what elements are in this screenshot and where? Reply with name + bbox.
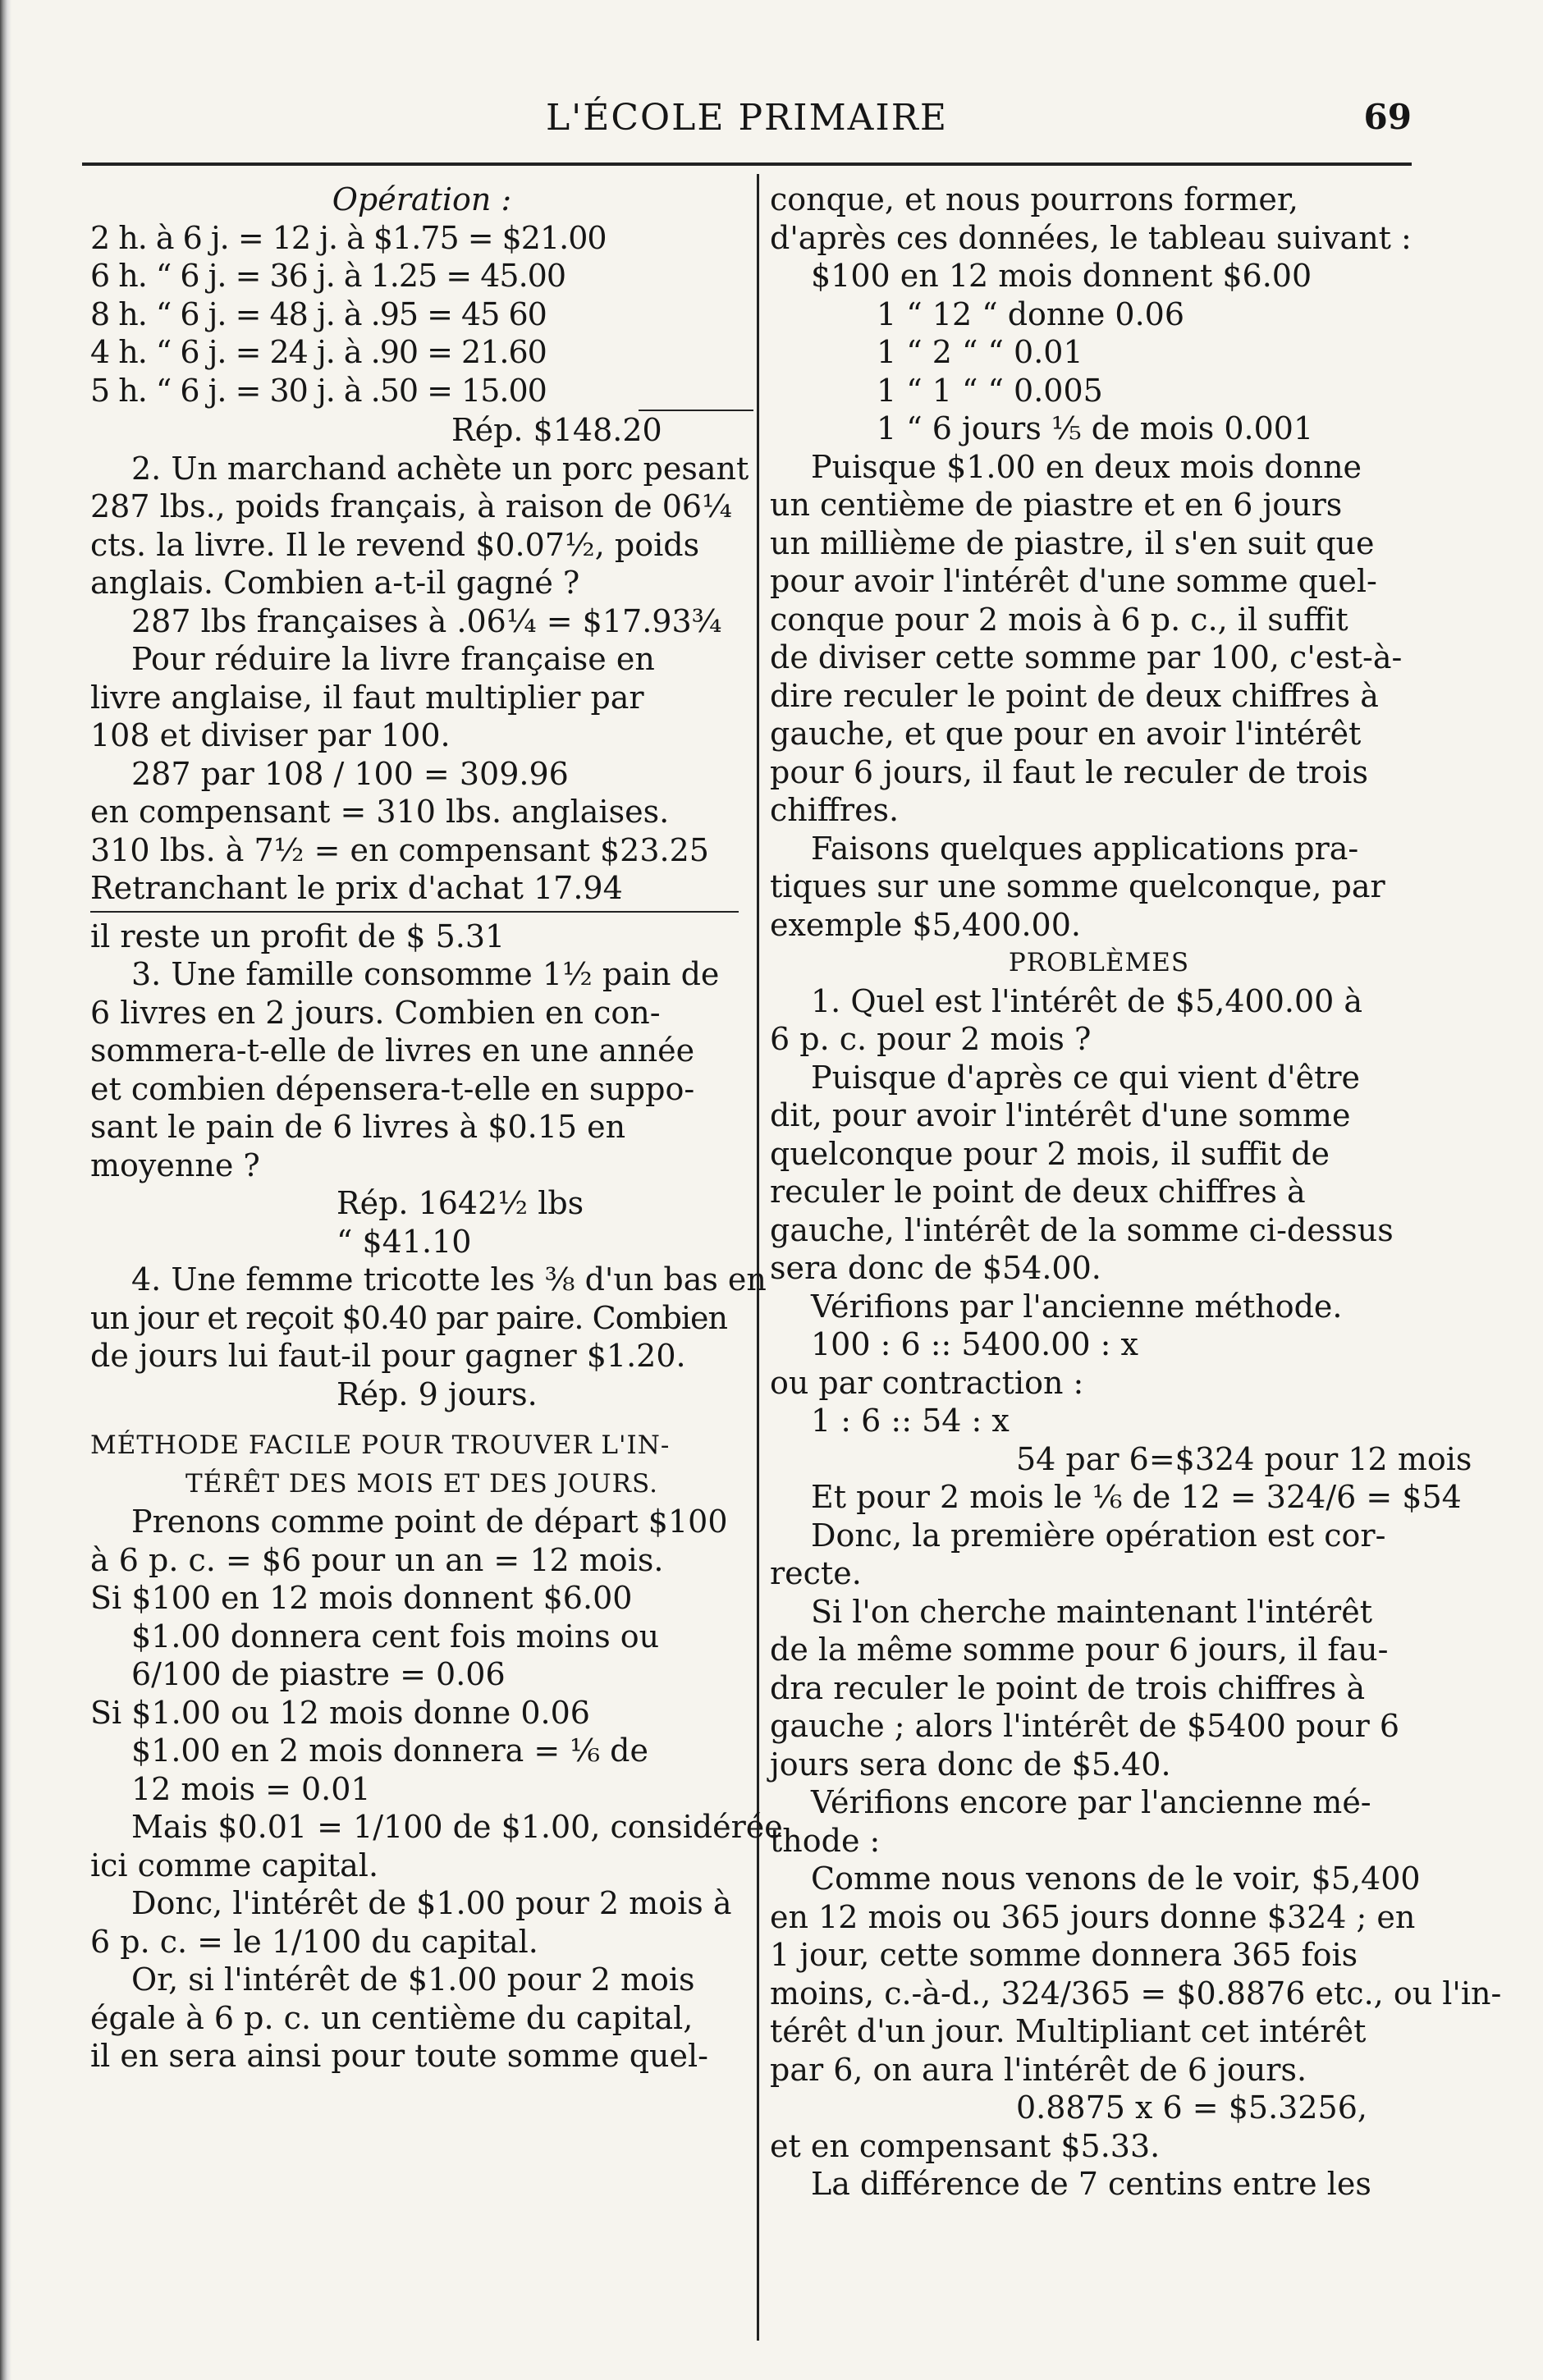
calc-line: Retranchant le prix d'achat 17.94: [90, 870, 623, 906]
calc-line: 5 h. “ 6 j. = 30 j. à .50 = 15.00: [90, 372, 547, 409]
text-line: tiques sur une somme quelconque, par: [770, 868, 1385, 904]
text-line: livre anglaise, il faut multiplier par: [90, 679, 644, 716]
text-line: Or, si l'intérêt de $1.00 pour 2 mois: [131, 1961, 695, 1998]
text-line: de la même somme pour 6 jours, il fau-: [770, 1632, 1389, 1668]
text-line: anglais. Combien a-t-il gagné ?: [90, 565, 580, 601]
text-line: gauche, l'intérêt de la somme ci-dessus: [770, 1211, 1394, 1248]
text-line: reculer le point de deux chiffres à: [770, 1174, 1306, 1210]
text-line: 287 lbs., poids français, à raison de 06¼: [90, 488, 732, 524]
text-line: $1.00 en 2 mois donnera = ⅙ de: [131, 1732, 648, 1769]
answer-line: Rép. 1642½ lbs: [337, 1185, 584, 1221]
text-line: 4. Une femme tricotte les ⅜ d'un bas en: [131, 1261, 767, 1298]
text-line: il en sera ainsi pour toute somme quel-: [90, 2038, 709, 2074]
text-line: ou par contraction :: [770, 1364, 1084, 1401]
text-line: 1 jour, cette somme donnera 365 fois: [770, 1937, 1358, 1973]
text-line: exemple $5,400.00.: [770, 906, 1081, 943]
fraction-line: 6/100 de piastre = 0.06: [131, 1656, 506, 1692]
interest-table-row: 1 “ 6 jours ⅕ de mois 0.001: [877, 410, 1314, 446]
scan-edge-shadow: [0, 0, 11, 2380]
subtotal-rule: [90, 911, 739, 913]
fraction-line: 287 par 108 / 100 = 309.96: [131, 755, 569, 792]
section-heading: MÉTHODE FACILE POUR TROUVER L'IN-: [90, 1430, 671, 1460]
calc-line: et en compensant $5.33.: [770, 2127, 1161, 2164]
text-line: cts. la livre. Il le revend $0.07½, poids: [90, 526, 700, 563]
text-line: 108 et diviser par 100.: [90, 717, 451, 753]
text-line: Vérifions encore par l'ancienne mé-: [811, 1784, 1371, 1820]
fraction-line: moins, c.-à-d., 324/365 = $0.8876 etc., ou l'in-: [770, 1975, 1502, 2012]
proportion-line: 100 : 6 :: 5400.00 : x: [811, 1326, 1138, 1362]
calc-line: 8 h. “ 6 j. = 48 j. à .95 = 45 60: [90, 295, 547, 332]
text-line: de diviser cette somme par 100, c'est-à-: [770, 639, 1403, 675]
text-line: sant le pain de 6 livres à $0.15 en: [90, 1109, 626, 1145]
text-line: de jours lui faut-il pour gagner $1.20.: [90, 1338, 686, 1374]
problems-heading: PROBLÈMES: [1008, 948, 1190, 977]
calc-line: 54 par 6=$324 pour 12 mois: [1016, 1440, 1472, 1477]
interest-table-row: 1 “ 12 “ donne 0.06: [877, 295, 1185, 332]
text-line: par 6, on aura l'intérêt de 6 jours.: [770, 2051, 1307, 2088]
result-line: il reste un profit de $ 5.31: [90, 918, 506, 954]
text-line: dra reculer le point de trois chiffres à: [770, 1669, 1366, 1706]
fraction-line: Mais $0.01 = 1/100 de $1.00, considérée: [131, 1809, 783, 1845]
text-line: un jour et reçoit $0.40 par paire. Combien: [90, 1299, 728, 1336]
text-line: Si $100 en 12 mois donnent $6.00: [90, 1580, 633, 1616]
text-line: 3. Une famille consomme 1½ pain de: [131, 956, 720, 992]
interest-table-row: $100 en 12 mois donnent $6.00: [811, 258, 1312, 294]
text-line: Donc, la première opération est cor-: [811, 1517, 1386, 1554]
text-line: ici comme capital.: [90, 1847, 379, 1883]
proportion-line: 1 : 6 :: 54 : x: [811, 1403, 1010, 1439]
text-line: La différence de 7 centins entre les: [811, 2166, 1371, 2202]
left-column: [90, 181, 783, 2076]
text-line: en 12 mois ou 365 jours donne $324 ; en: [770, 1898, 1416, 1935]
answer-line: “ $41.10: [337, 1223, 472, 1260]
text-line: moyenne ?: [90, 1147, 260, 1183]
right-column: [770, 181, 1502, 2204]
interest-table-row: 1 “ 2 “ “ 0.01: [877, 334, 1083, 370]
text-line: Donc, l'intérêt de $1.00 pour 2 mois à: [131, 1885, 732, 1921]
text-line: Vérifions par l'ancienne méthode.: [811, 1288, 1343, 1325]
text-line: Comme nous venons de le voir, $5,400: [811, 1861, 1421, 1897]
calc-line: 4 h. “ 6 j. = 24 j. à .90 = 21.60: [90, 334, 547, 370]
column-divider: [757, 174, 759, 2341]
text-line: et combien dépensera-t-elle en suppo-: [90, 1070, 695, 1107]
calc-line: 310 lbs. à 7½ = en compensant $23.25: [90, 831, 709, 868]
answer-line: Rép. 9 jours.: [337, 1375, 538, 1412]
answer-line: Rép. $148.20: [451, 412, 662, 448]
calc-line: 287 lbs françaises à .06¼ = $17.93¾: [131, 602, 722, 639]
text-line: 12 mois = 0.01: [131, 1770, 371, 1807]
text-line: Puisque $1.00 en deux mois donne: [811, 448, 1362, 485]
text-line: 6 p. c. pour 2 mois ?: [770, 1021, 1092, 1057]
running-header: [82, 97, 1412, 146]
text-line: Si l'on cherche maintenant l'intérêt: [811, 1593, 1372, 1630]
text-line: Faisons quelques applications pra-: [811, 830, 1359, 867]
calc-line: 2 h. à 6 j. = 12 j. à $1.75 = $21.00: [90, 219, 607, 256]
text-line: $1.00 donnera cent fois moins ou: [131, 1618, 660, 1655]
text-line: dit, pour avoir l'intérêt d'une somme: [770, 1097, 1351, 1133]
text-line: recte.: [770, 1555, 862, 1591]
text-line: un centième de piastre et en 6 jours: [770, 487, 1343, 523]
text-line: Prenons comme point de départ $100: [131, 1504, 728, 1540]
text-line: 1. Quel est l'intérêt de $5,400.00 à: [811, 982, 1363, 1019]
text-line: d'après ces données, le tableau suivant :: [770, 219, 1412, 256]
text-line: 2. Un marchand achète un porc pesant: [131, 450, 749, 487]
text-line: pour avoir l'intérêt d'une somme quel-: [770, 563, 1377, 599]
text-line: Puisque d'après ce qui vient d'être: [811, 1059, 1361, 1096]
text-line: dire reculer le point de deux chiffres à: [770, 677, 1379, 714]
fraction-line: 6 p. c. = le 1/100 du capital.: [90, 1923, 538, 1960]
text-line: un millième de piastre, il s'en suit que: [770, 524, 1375, 561]
fraction-line: Et pour 2 mois le ⅙ de 12 = 324/6 = $54: [811, 1479, 1462, 1515]
text-line: pour 6 jours, il faut le reculer de trois: [770, 753, 1368, 790]
text-line: Pour réduire la livre française en: [131, 641, 655, 677]
section-heading: TÉRÊT DES MOIS ET DES JOURS.: [185, 1468, 658, 1499]
calc-line: 6 h. “ 6 j. = 36 j. à 1.25 = 45.00: [90, 258, 566, 294]
text-line: Si $1.00 ou 12 mois donne 0.06: [90, 1694, 590, 1731]
text-line: conque pour 2 mois à 6 p. c., il suffit: [770, 601, 1348, 638]
text-line: chiffres.: [770, 792, 900, 828]
text-line: gauche, et que pour en avoir l'intérêt: [770, 716, 1362, 752]
operation-heading: Opération :: [332, 181, 512, 217]
text-line: quelconque pour 2 mois, il suffit de: [770, 1135, 1330, 1172]
interest-table-row: 1 “ 1 “ “ 0.005: [877, 372, 1103, 409]
text-line: thode :: [770, 1822, 881, 1859]
header-rule: [82, 162, 1412, 166]
text-line: 6 livres en 2 jours. Combien en con-: [90, 994, 661, 1031]
text-line: en compensant = 310 lbs. anglaises.: [90, 794, 670, 830]
text-line: gauche ; alors l'intérêt de $5400 pour 6: [770, 1708, 1400, 1744]
text-line: térêt d'un jour. Multipliant cet intérêt: [770, 2013, 1367, 2049]
calc-line: 0.8875 x 6 = $5.3256,: [1016, 2089, 1367, 2126]
text-line: jours sera donc de $5.40.: [770, 1746, 1171, 1783]
page-title: L'ÉCOLE PRIMAIRE: [545, 97, 949, 139]
text-line: sera donc de $54.00.: [770, 1250, 1101, 1286]
text-line: à 6 p. c. = $6 pour un an = 12 mois.: [90, 1541, 664, 1578]
text-line: sommera-t-elle de livres en une année: [90, 1032, 695, 1069]
text-line: égale à 6 p. c. un centième du capital,: [90, 1999, 694, 2036]
text-line: conque, et nous pourrons former,: [770, 181, 1298, 217]
section-gap: [90, 1413, 753, 1426]
page-number: 69: [1363, 97, 1412, 137]
